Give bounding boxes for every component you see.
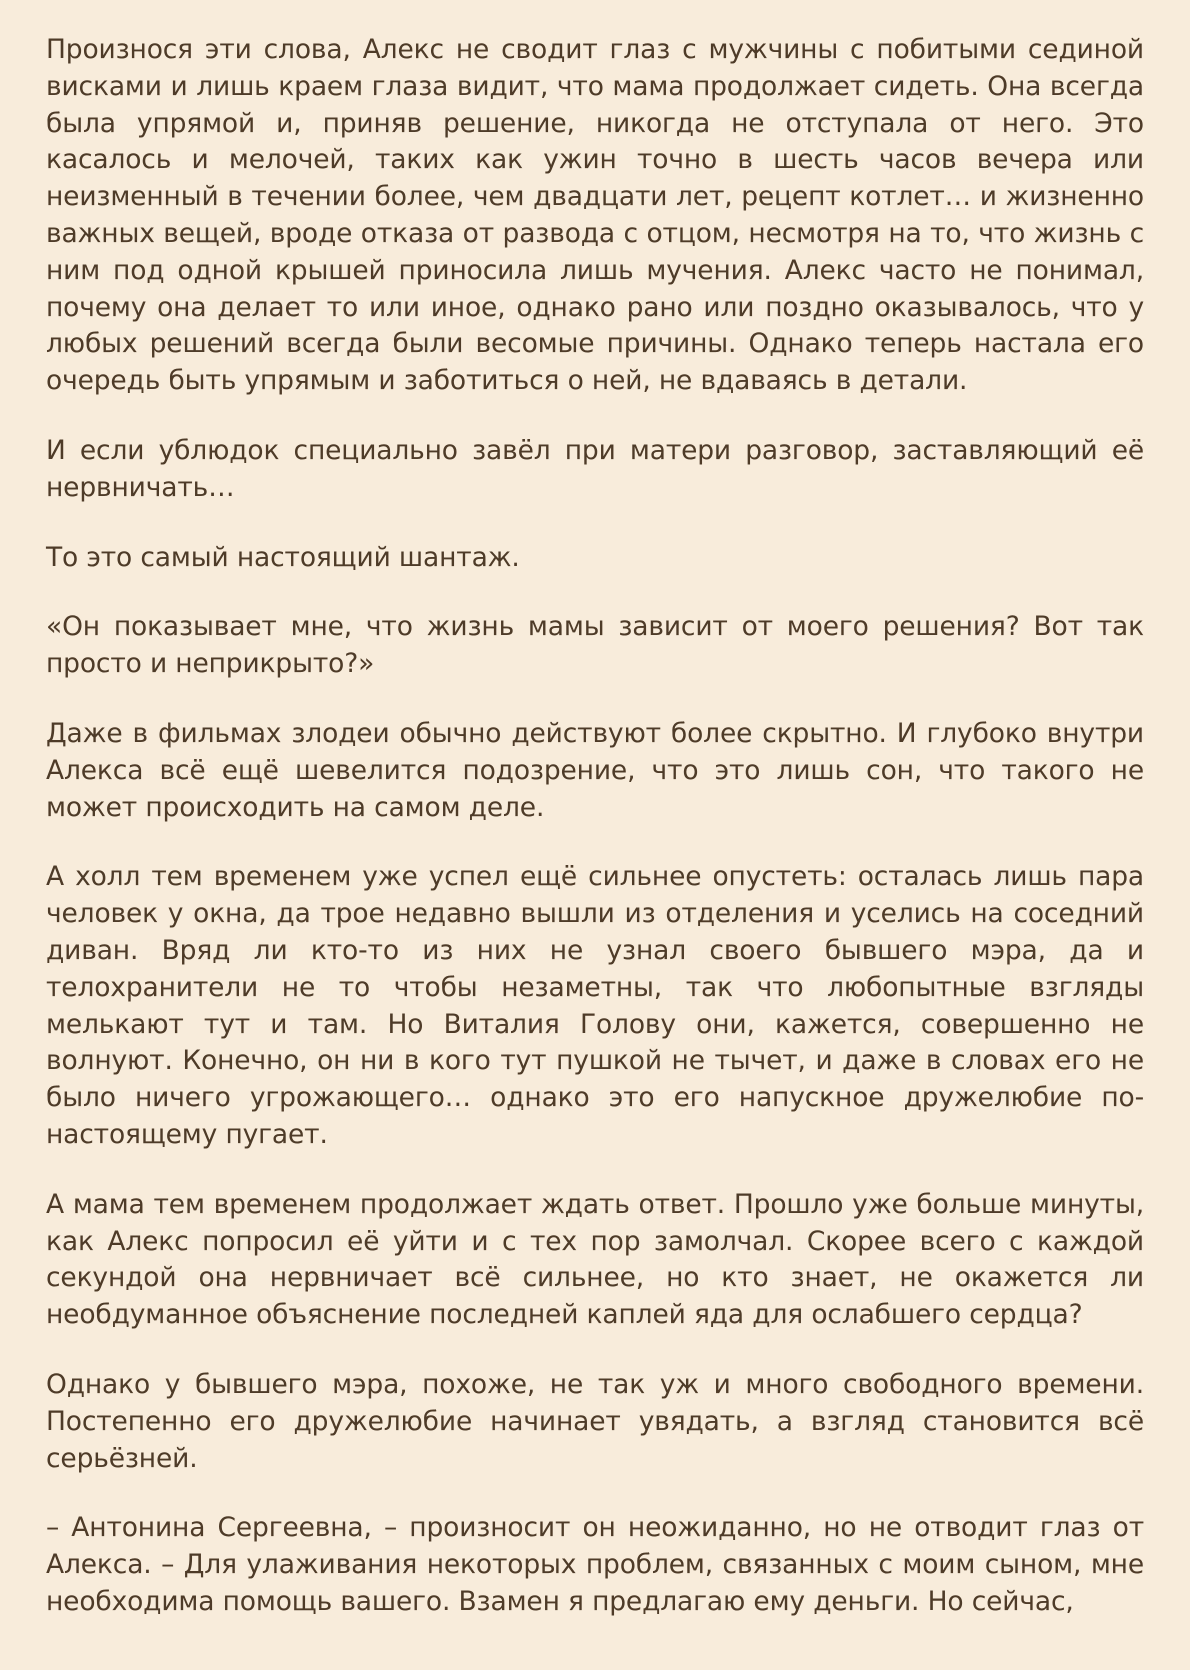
paragraph-8: Однако у бывшего мэра, похоже, не так уж и много свободного времени. Постепенно его дружелюбие начинает увядать, а взгляд становится всё серьёзней. — [46, 1368, 1144, 1474]
paragraph-3: То это самый настоящий шантаж. — [46, 541, 520, 573]
paragraph-5: Даже в фильмах злодеи обычно действуют более скрытно. И глубоко внутри Алекса всё ещё шевелится подозрение, что это лишь сон, что такого не может происходить на самом деле. — [46, 717, 1144, 823]
paragraph-9: – Антонина Сергеевна, – произносит он неожиданно, но не отводит глаз от Алекса. – Для улаживания некоторых проблем, связанных с моим сыном, мне необходима помощь вашего. Взамен я предлагаю ему деньги. Но сейчас, — [46, 1512, 1144, 1617]
paragraph-6: А холл тем временем уже успел ещё сильнее опустеть: осталась лишь пара человек у окна, да трое недавно вышли из отделения и уселись на соседний диван. Вряд ли кто-то из них не узнал своего бывшего мэра, да и телохранители не то чтобы незаметны, так что любопытные взгляды мелькают тут и там. Но Виталия Голову они, кажется, совершенно не волнуют. Конечно, он ни в кого тут пушкой не тычет, и даже в словах его не было ничего угрожающего… однако это его напускное дружелюбие по-настоящему пугает. — [46, 861, 1144, 1150]
paragraph-4: «Он показывает мне, что жизнь мамы зависит от моего решения? Вот так просто и неприкрыто?» — [46, 611, 1144, 680]
paragraph-1: Произнося эти слова, Алекс не сводит глаз с мужчины с побитыми сединой висками и лишь краем глаза видит, что мама продолжает сидеть. Она всегда была упрямой и, приняв решение, никогда не отступала от него. Это касалось и мелочей, таких как ужин точно в шесть часов вечера или неизменный в течении более, чем двадцати лет, рецепт котлет… и жизненно важных вещей, вроде отказа от развода с отцом, несмотря на то, что жизнь с ним под одной крышей приносила лишь мучения. Алекс часто не понимал, почему она делает то или иное, однако рано или поздно оказывалось, что у любых решений всегда были весомые причины. Однако теперь настала его очередь быть упрямым и заботиться о ней, не вдаваясь в детали. — [46, 34, 1144, 397]
paragraph-2: И если ублюдок специально завёл при матери разговор, заставляющий её нервничать… — [46, 434, 1144, 503]
paragraph-7: А мама тем временем продолжает ждать ответ. Прошло уже больше минуты, как Алекс попросил её уйти и с тех пор замолчал. Скорее всего с каждой секундой она нервничает всё сильнее, но кто знает, не окажется ли необдуманное объяснение последней каплей яда для ослабшего сердца? — [46, 1188, 1144, 1331]
